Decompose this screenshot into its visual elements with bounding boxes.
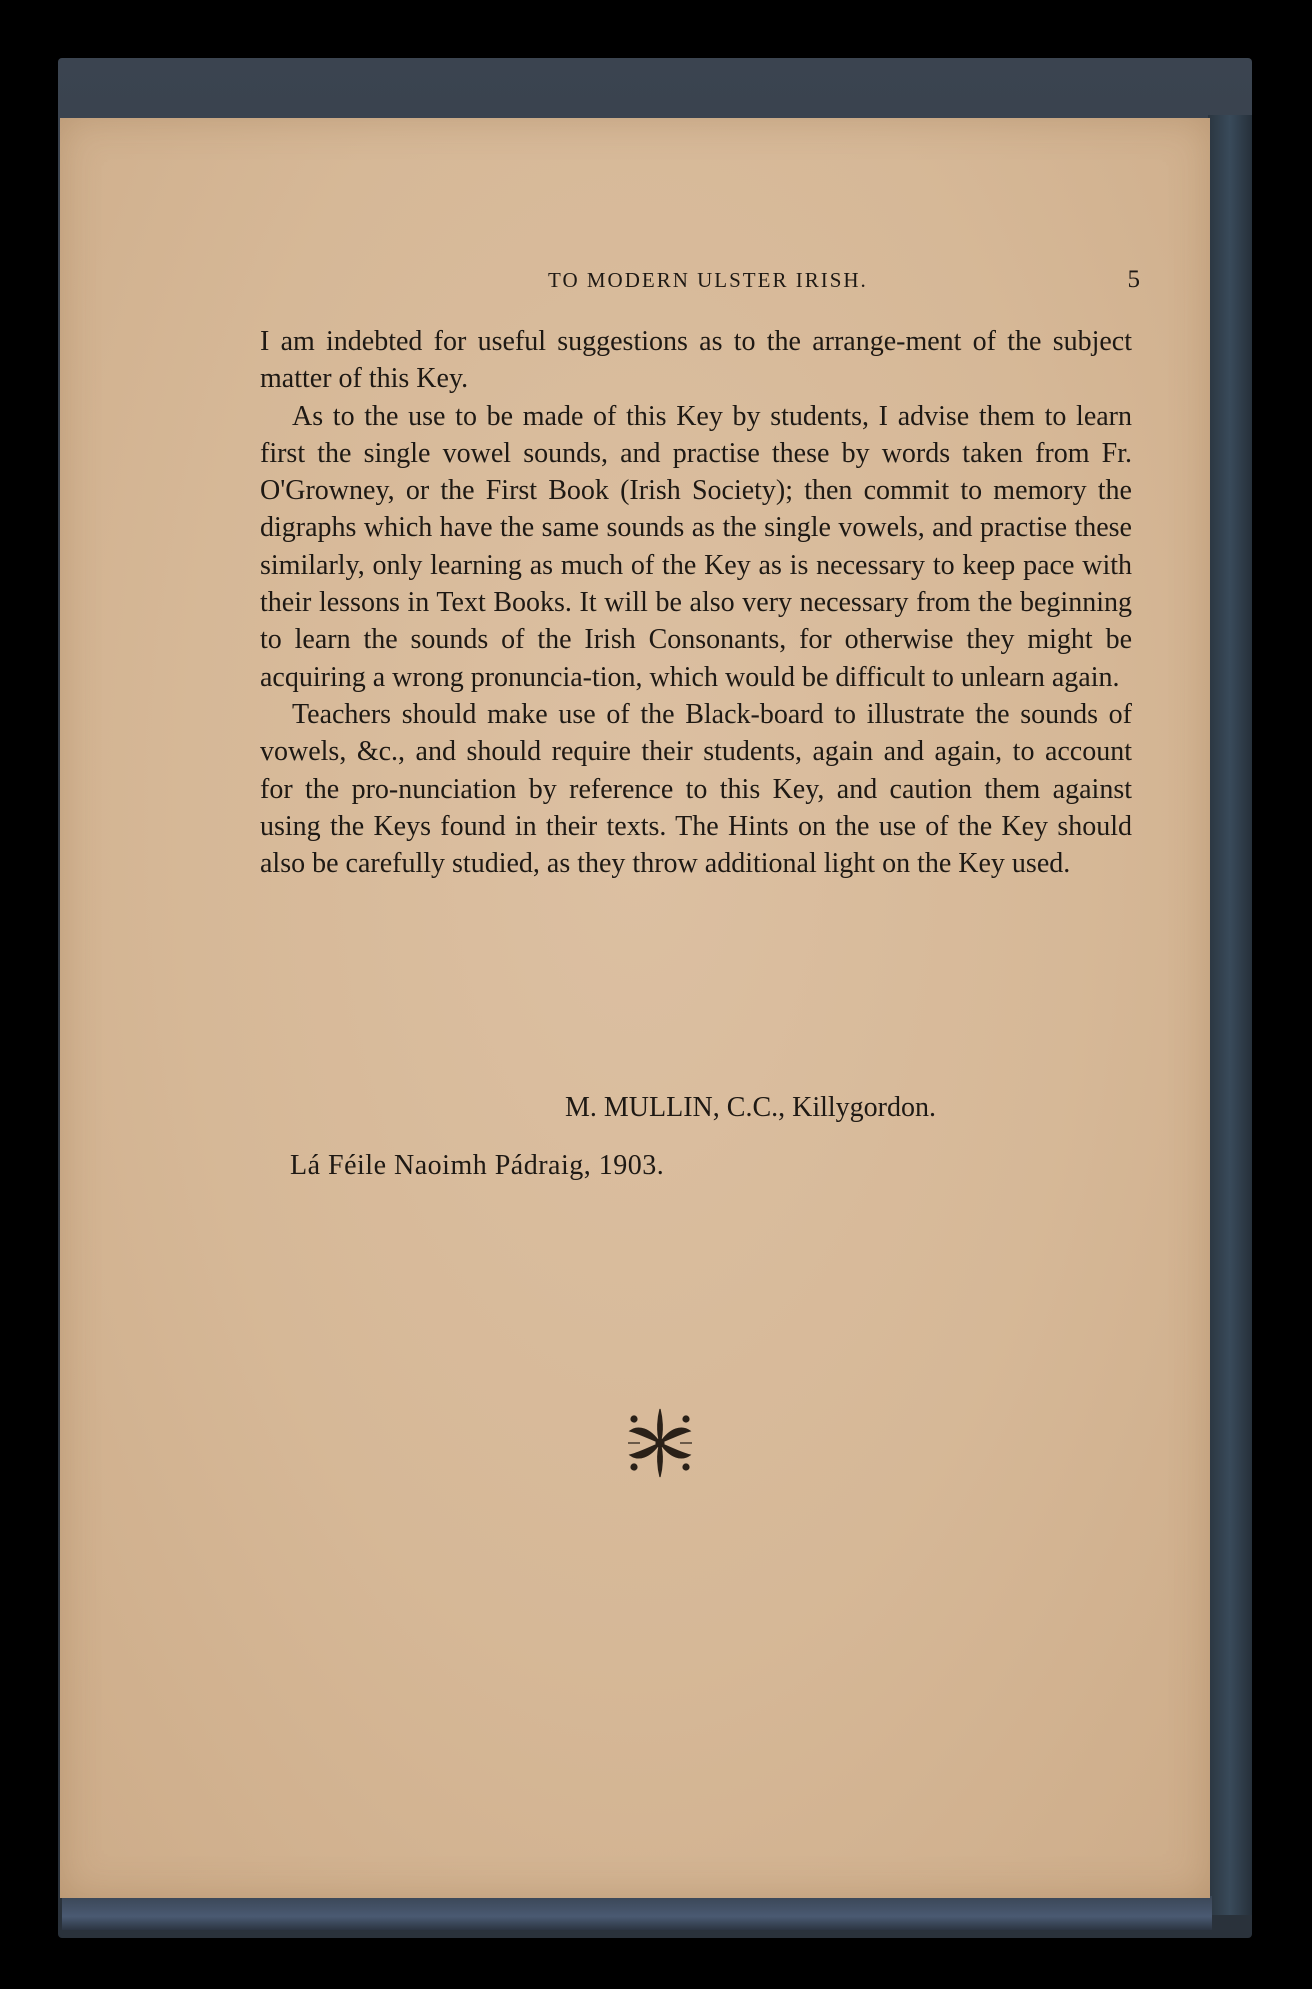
body-text bbox=[260, 323, 1132, 882]
paragraph-1: I am indebted for useful suggestions as to the arrange-ment of the subject matter of this Key. bbox=[260, 326, 1132, 395]
binding-spine-edge bbox=[1208, 115, 1252, 1915]
date-line: Lá Féile Naoimh Pádraig, 1903. bbox=[290, 1150, 665, 1181]
running-head bbox=[210, 268, 1140, 308]
author-signature: M. MULLIN, C.C., Killygordon. bbox=[565, 1092, 936, 1123]
paragraph-2: As to the use to be made of this Key by students, I advise them to learn first the single vowel sounds, and practise these by words taken from Fr. O'Growney, or the First Book (Irish Society); then commit to memory the digraphs which have the same sounds as the single vowels, and practise these similarly, only learning as much of the Key as is necessary to keep pace with their lessons in Text Books. It will be also very necessary from the beginning to learn the sounds of the Irish Consonants, for otherwise they might be acquiring a wrong pronuncia-tion, which would be difficult to unlearn again. bbox=[260, 400, 1132, 693]
floral-ornament-icon bbox=[620, 1403, 700, 1483]
page-number: 5 bbox=[1127, 266, 1140, 293]
book-page bbox=[60, 118, 1210, 1898]
binding-bottom-edge bbox=[62, 1896, 1212, 1930]
paragraph-3: Teachers should make use of the Black-board to illustrate the sounds of vowels, &c., and should require their students, again and again, to account for the pro-nunciation by reference to this Key, and caution them against using the Keys found in their texts. The Hints on the use of the Key should also be carefully studied, as they throw additional light on the Key used. bbox=[260, 698, 1132, 880]
running-head-title: TO MODERN ULSTER IRISH. bbox=[548, 268, 868, 292]
